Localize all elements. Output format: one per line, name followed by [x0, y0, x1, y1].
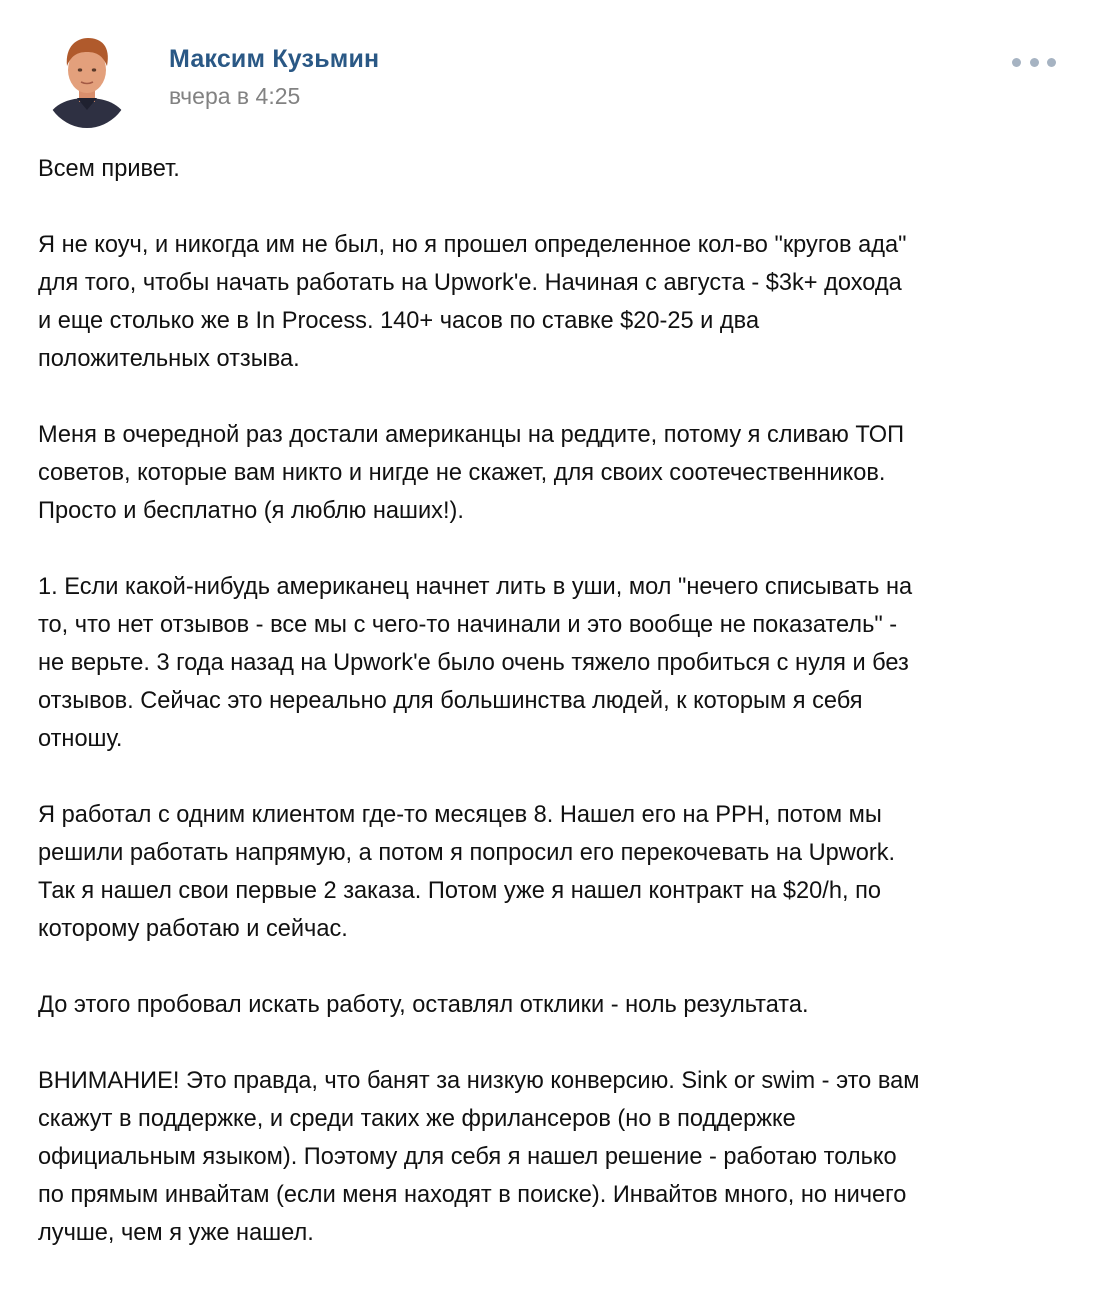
post-paragraph: Я не коуч, и никогда им не был, но я прошел определенное кол-во "кругов ада" для того, чтобы начать работать на Upwork'е. Начиная с августа - $3k+ дохода и еще столько же в In Process. 140+ часов по ставке $20-25 и два положительных отзыва.: [38, 232, 907, 372]
post-paragraph: Всем привет.: [38, 156, 180, 182]
more-horizontal-icon[interactable]: [1012, 55, 1056, 69]
more-dot: [1047, 58, 1056, 67]
more-dot: [1030, 58, 1039, 67]
post-paragraph: ВНИМАНИЕ! Это правда, что банят за низкую конверсию. Sink or swim - это вам скажут в поддержке, и среди таких же фрилансеров (но в поддержке официальным языком). Поэтому для себя я нашел решение - работаю только по прямым инвайтам (если меня находят в поиске). Инвайтов много, но ничего лучше, чем я уже нашел.: [38, 1068, 920, 1246]
avatar-image: [43, 32, 131, 128]
post-text: [38, 150, 1068, 1290]
post-paragraph: 1. Если какой-нибудь американец начнет лить в уши, мол "нечего списывать на то, что нет отзывов - все мы с чего-то начинали и это вообще не показатель" - не верьте. 3 года назад на Upwork'е было очень тяжело пробиться с нуля и без отзывов. Сейчас это нереально для большинства людей, к которым я себя отношу.: [38, 574, 913, 752]
avatar[interactable]: [43, 32, 131, 128]
more-dot: [1012, 58, 1021, 67]
author-name[interactable]: Максим Кузьмин: [169, 45, 380, 73]
post-paragraph: Меня в очередной раз достали американцы на реддите, потому я сливаю ТОП советов, которые вам никто и нигде не скажет, для своих соотечественников. Просто и бесплатно (я люблю наших!).: [38, 422, 905, 524]
post-paragraph: До этого пробовал искать работу, оставлял отклики - ноль результата.: [38, 992, 809, 1018]
post-paragraph: Я работал с одним клиентом где-то месяцев 8. Нашел его на PPH, потом мы решили работать напрямую, а потом я попросил его перекочевать на Upwork. Так я нашел свои первые 2 заказа. Потом уже я нашел контракт на $20/h, по которому работаю и сейчас.: [38, 802, 896, 942]
post-timestamp[interactable]: вчера в 4:25: [169, 83, 301, 109]
